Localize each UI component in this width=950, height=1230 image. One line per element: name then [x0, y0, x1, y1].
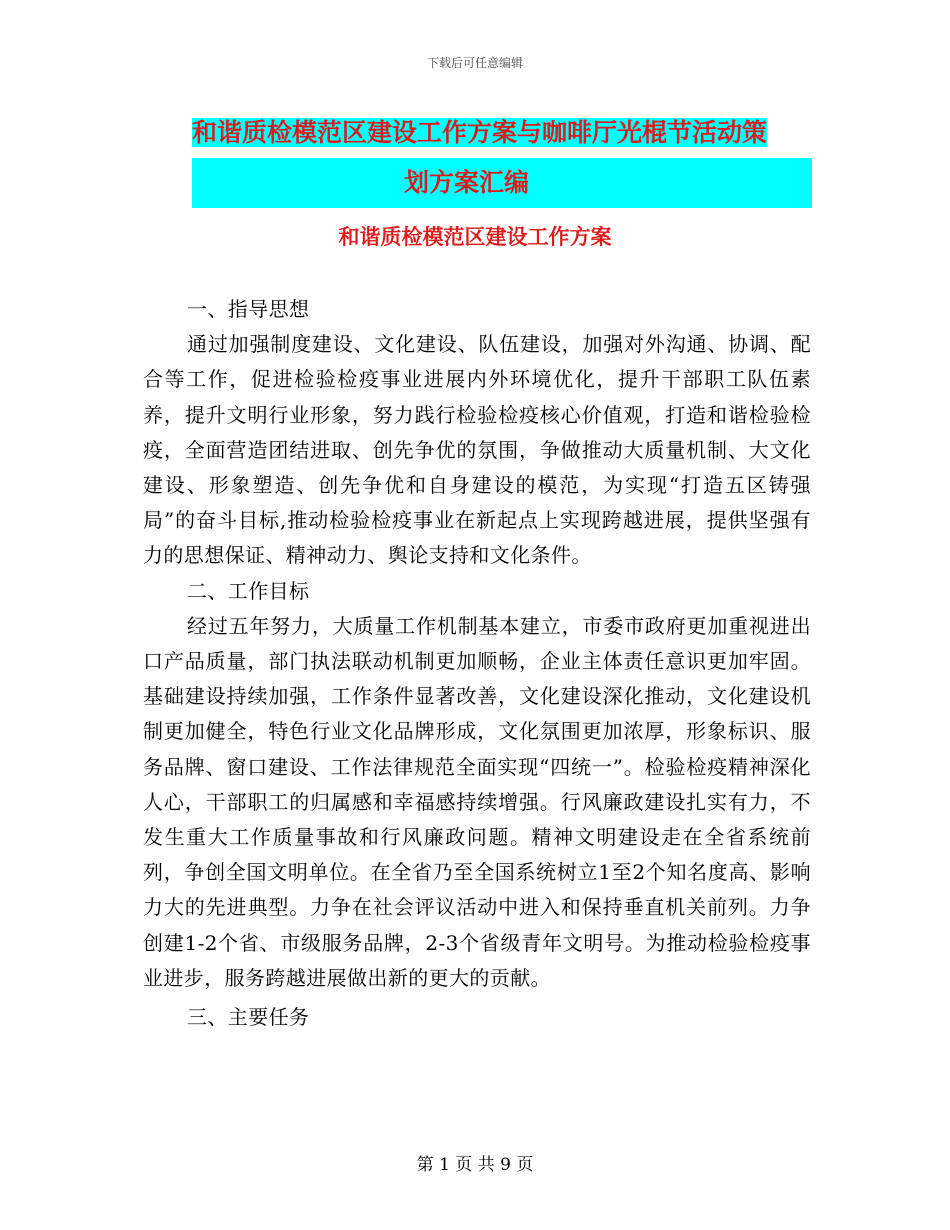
heading-main-tasks: 三、主要任务: [187, 1005, 310, 1030]
document-title: [192, 108, 812, 208]
heading-guiding-thought: 一、指导思想: [187, 297, 310, 321]
paragraph-guiding-thought: 通过加强制度建设、文化建设、队伍建设，加强对外沟通、协调、配合等工作，促进检验检疫事业进展内外环境优化，提升干部职工队伍素养，提升文明行业形象，努力践行检验检疫核心价值观，打造和谐检验检疫，全面营造团结进取、创先争优的氛围，争做推动大质量机制、大文化建设、形象塑造、创先争优和自身建设的模范，为实现“打造五区铸强局”的奋斗目标,推动检验检疫事业在新起点上实现跨越进展，提供坚强有力的思想保证、精神动力、舆论支持和文化条件。: [143, 332, 811, 568]
title-line-1: 和谐质检模范区建设工作方案与咖啡厅光棍节活动策: [192, 118, 768, 147]
heading-work-goals: 二、工作目标: [187, 578, 310, 603]
page-header-note: 下载后可任意编辑: [426, 56, 523, 70]
title-line-2: 划方案汇编: [192, 158, 812, 208]
page-footer: 第 1 页 共 9 页: [416, 1155, 534, 1175]
paragraph-work-goals: 经过五年努力，大质量工作机制基本建立，市委市政府更加重视进出口产品质量，部门执法联动机制更加顺畅，企业主体责任意识更加牢固。基础建设持续加强，工作条件显著改善，文化建设深化推动，文化建设机制更加健全，特色行业文化品牌形成，文化氛围更加浓厚，形象标识、服务品牌、窗口建设、工作法律规范全面实现“四统一”。检验检疫精神深化人心，干部职工的归属感和幸福感持续增强。行风廉政建设扎实有力，不发生重大工作质量事故和行风廉政问题。精神文明建设走在全省系统前列，争创全国文明单位。在全省乃至全国系统树立1至2个知名度高、影响力大的先进典型。力争在社会评议活动中进入和保持垂直机关前列。力争创建1-2个省、市级服务品牌，2-3个省级青年文明号。为推动检验检疫事业进步，服务跨越进展做出新的更大的贡献。: [143, 613, 811, 990]
section-title: 和谐质检模范区建设工作方案: [338, 224, 612, 249]
document-body: [143, 292, 811, 1035]
